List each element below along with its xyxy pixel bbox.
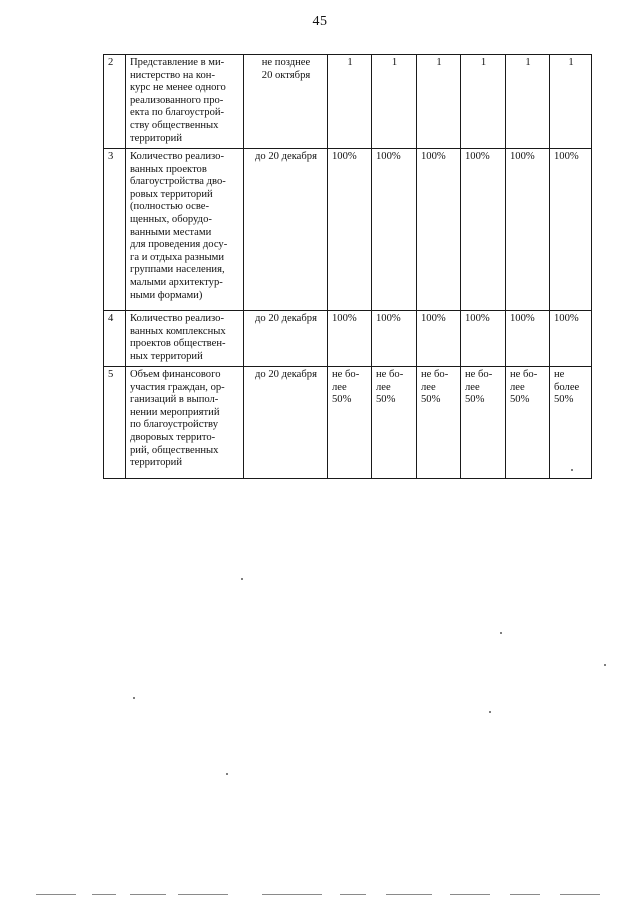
value-cell: 100% [461, 149, 506, 311]
value-cell: 100% [417, 311, 461, 367]
table-row [104, 367, 592, 479]
scan-speck [133, 697, 135, 699]
value-cell: не бо- лее 50% [328, 367, 372, 479]
value-cell: 1 [372, 55, 417, 149]
row-number: 5 [104, 367, 126, 479]
indicators-table [103, 54, 592, 479]
indicator-name: Представление в ми- нистерство на кон- курс не менее одного реализованного про- екта по благоустрой- ству общественных территорий [126, 55, 244, 149]
scan-edge [36, 894, 76, 895]
indicator-name: Объем финансового участия граждан, ор- ганизаций в выпол- нении мероприятий по благоустройству дворовых террито- рий, общественных территорий [126, 367, 244, 479]
value-cell: 100% [550, 149, 592, 311]
scan-edge [262, 894, 322, 895]
scan-speck [571, 469, 573, 471]
page-number: 45 [312, 14, 328, 29]
indicator-name: Количество реализо- ванных комплексных проектов обществен- ных территорий [126, 311, 244, 367]
scan-edge [510, 894, 540, 895]
row-number: 4 [104, 311, 126, 367]
value-cell: 100% [506, 149, 550, 311]
value-cell: не бо- лее 50% [417, 367, 461, 479]
scan-speck [226, 773, 228, 775]
value-cell: 1 [417, 55, 461, 149]
scan-speck [500, 632, 502, 634]
value-cell: не бо- лее 50% [461, 367, 506, 479]
scan-edge [450, 894, 490, 895]
value-cell: 100% [550, 311, 592, 367]
scan-edge [386, 894, 432, 895]
value-cell: 100% [372, 149, 417, 311]
value-cell: 100% [328, 311, 372, 367]
scan-edge [178, 894, 228, 895]
value-cell: не бо- лее 50% [372, 367, 417, 479]
row-number: 2 [104, 55, 126, 149]
indicator-name: Количество реализо- ванных проектов благоустройства дво- ровых территорий (полностью осве- щенных, оборудо- ванными местами для проведения досу- га и отдыха разными группами населения, малыми архитектур- ными формами) [126, 149, 244, 311]
scan-edge [560, 894, 600, 895]
table-row [104, 311, 592, 367]
deadline-cell: до 20 декабря [244, 149, 328, 311]
value-cell: 1 [506, 55, 550, 149]
value-cell: 100% [461, 311, 506, 367]
scan-speck [604, 664, 606, 666]
value-cell: 100% [372, 311, 417, 367]
table-row [104, 149, 592, 311]
value-cell: 1 [461, 55, 506, 149]
table-row [104, 55, 592, 149]
scan-speck [489, 711, 491, 713]
deadline-cell: до 20 декабря [244, 367, 328, 479]
scan-speck [241, 578, 243, 580]
deadline-cell: не позднее 20 октября [244, 55, 328, 149]
deadline-cell: до 20 декабря [244, 311, 328, 367]
value-cell: не более 50% [550, 367, 592, 479]
value-cell: 100% [417, 149, 461, 311]
value-cell: 100% [328, 149, 372, 311]
value-cell: 1 [328, 55, 372, 149]
value-cell: 100% [506, 311, 550, 367]
scan-edge [130, 894, 166, 895]
row-number: 3 [104, 149, 126, 311]
value-cell: не бо- лее 50% [506, 367, 550, 479]
value-cell: 1 [550, 55, 592, 149]
scan-edge [340, 894, 366, 895]
scan-edge [92, 894, 116, 895]
